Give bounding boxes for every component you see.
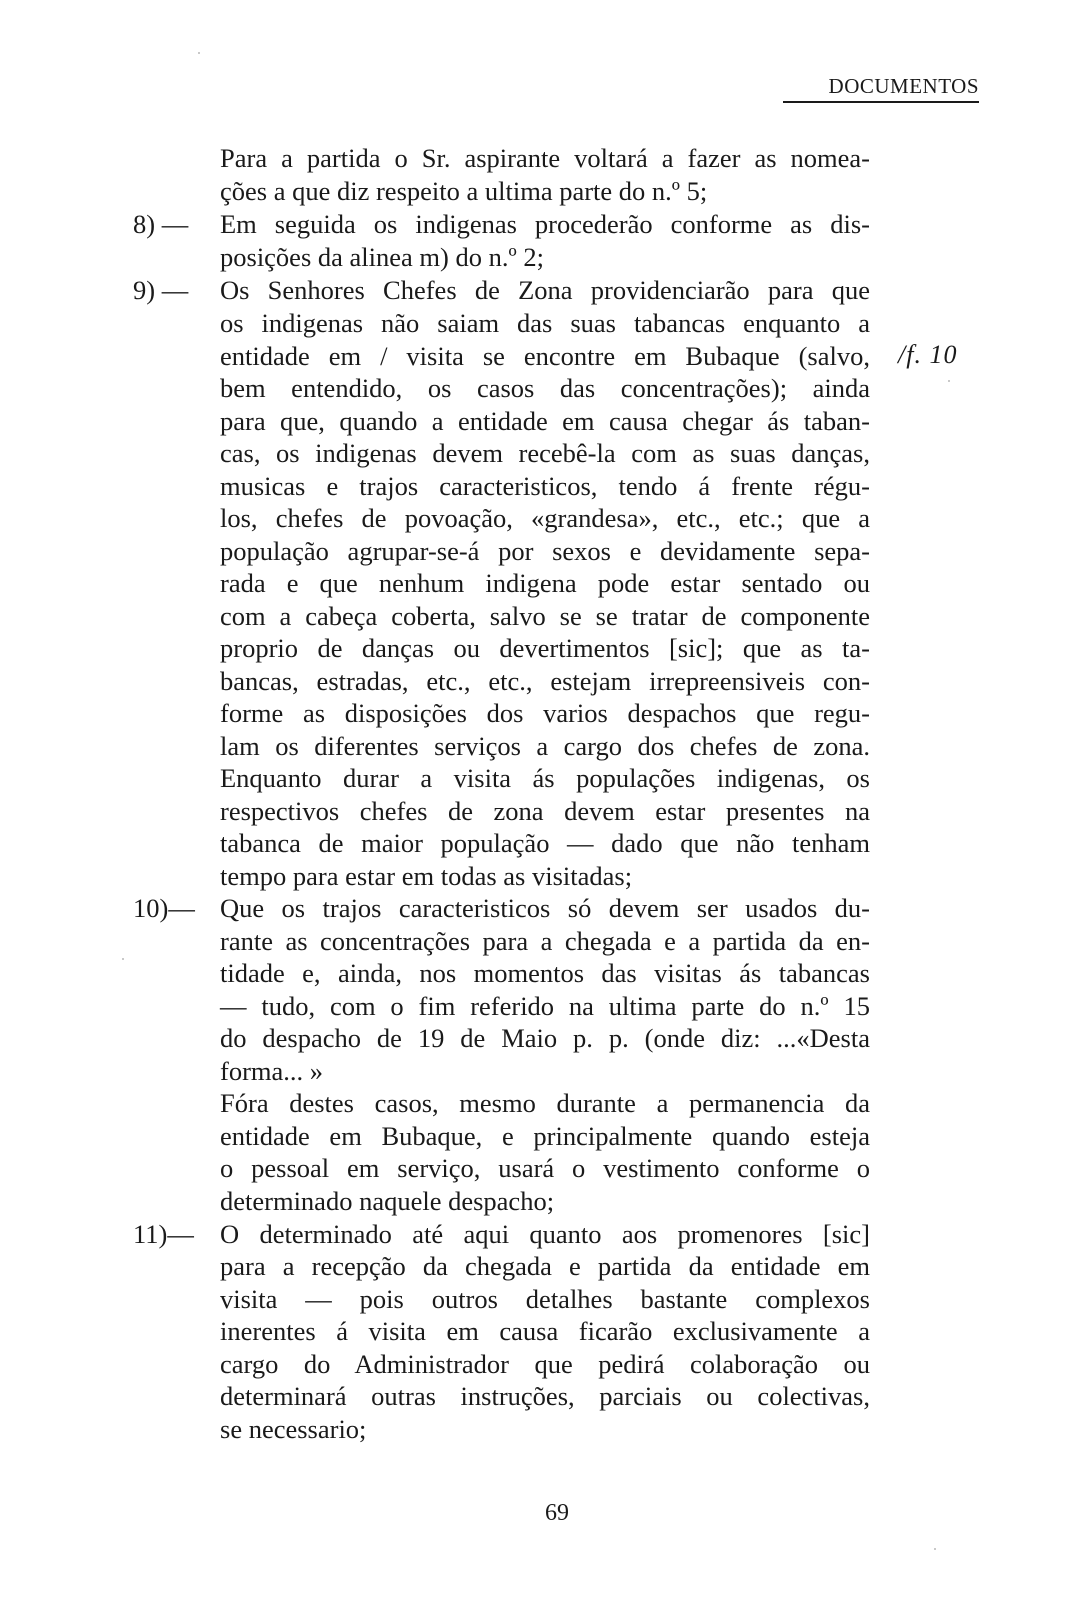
text-line: para que, quando a entidade em causa chegar ás taban- (220, 406, 870, 436)
text-line: Os Senhores Chefes de Zona providenciarão para que (220, 275, 870, 305)
text-line: cargo do Administrador que pedirá colaboração ou (220, 1349, 870, 1379)
text-line: forme as disposições dos varios despachos que regu- (220, 698, 870, 728)
text-line: rante as concentrações para a chegada e a partida da en- (220, 926, 870, 956)
folio-margin-note: /f. 10 (898, 340, 958, 369)
text-line: ções a que diz respeito a ultima parte do n.º 5; (220, 176, 708, 206)
text-line: o pessoal em serviço, usará o vestimento conforme o (220, 1153, 870, 1183)
scan-speck (122, 958, 124, 960)
text-line: proprio de danças ou devertimentos [sic]; que as ta- (220, 633, 870, 663)
item-number: 10)— (133, 893, 195, 923)
text-line: — tudo, com o fim referido na ultima parte do n.º 15 (220, 991, 870, 1021)
text-line: tempo para estar em todas as visitadas; (220, 861, 633, 891)
scan-speck (934, 1548, 936, 1550)
page-number: 69 (545, 1500, 569, 1526)
text-line: O determinado até aqui quanto aos promenores [sic] (220, 1219, 870, 1249)
text-line: população agrupar-se-á por sexos e devidamente sepa- (220, 536, 870, 566)
text-line: Para a partida o Sr. aspirante voltará a fazer as nomea- (220, 143, 870, 173)
text-line: musicas e trajos caracteristicos, tendo á frente régu- (220, 471, 870, 501)
text-line: Que os trajos caracteristicos só devem ser usados du- (220, 893, 870, 923)
text-line: Enquanto durar a visita ás populações indigenas, os (220, 763, 870, 793)
text-line: posições da alinea m) do n.º 2; (220, 242, 544, 272)
scan-speck (948, 380, 950, 382)
header-underline (783, 101, 979, 103)
text-line: entidade em / visita se encontre em Bubaque (salvo, (220, 341, 870, 371)
text-line: entidade em Bubaque, e principalmente quando esteja (220, 1121, 870, 1151)
running-header: DOCUMENTOS (828, 74, 979, 98)
text-line: lam os diferentes serviços a cargo dos chefes de zona. (220, 731, 870, 761)
text-line: se necessario; (220, 1414, 367, 1444)
text-line: inerentes á visita em causa ficarão exclusivamente a (220, 1316, 870, 1346)
text-line: cas, os indigenas devem recebê-la com as suas danças, (220, 438, 870, 468)
text-line: determinado naquele despacho; (220, 1186, 555, 1216)
text-line: para a recepção da chegada e partida da entidade em (220, 1251, 870, 1281)
item-number: 9) — (133, 275, 189, 305)
item-number: 8) — (133, 209, 189, 239)
text-line: com a cabeça coberta, salvo se se tratar de componente (220, 601, 870, 631)
text-line: determinará outras instruções, parciais ou colectivas, (220, 1381, 870, 1411)
text-line: visita — pois outros detalhes bastante complexos (220, 1284, 870, 1314)
text-line: los, chefes de povoação, «grandesa», etc., etc.; que a (220, 503, 870, 533)
text-line: Em seguida os indigenas procederão conforme as dis- (220, 209, 870, 239)
item-number: 11)— (133, 1219, 194, 1249)
text-line: do despacho de 19 de Maio p. p. (onde diz: ...«Desta (220, 1023, 870, 1053)
text-line: bancas, estradas, etc., etc., estejam irrepreensiveis con- (220, 666, 870, 696)
text-line: tidade e, ainda, nos momentos das visitas ás tabancas (220, 958, 870, 988)
text-line: rada e que nenhum indigena pode estar sentado ou (220, 568, 870, 598)
text-line: os indigenas não saiam das suas tabancas enquanto a (220, 308, 870, 338)
text-line: Fóra destes casos, mesmo durante a permanencia da (220, 1088, 870, 1118)
text-line: bem entendido, os casos das concentrações); ainda (220, 373, 870, 403)
text-line: tabanca de maior população — dado que não tenham (220, 828, 870, 858)
text-line: forma... » (220, 1056, 324, 1086)
text-line: respectivos chefes de zona devem estar presentes na (220, 796, 870, 826)
scan-speck (198, 52, 200, 54)
